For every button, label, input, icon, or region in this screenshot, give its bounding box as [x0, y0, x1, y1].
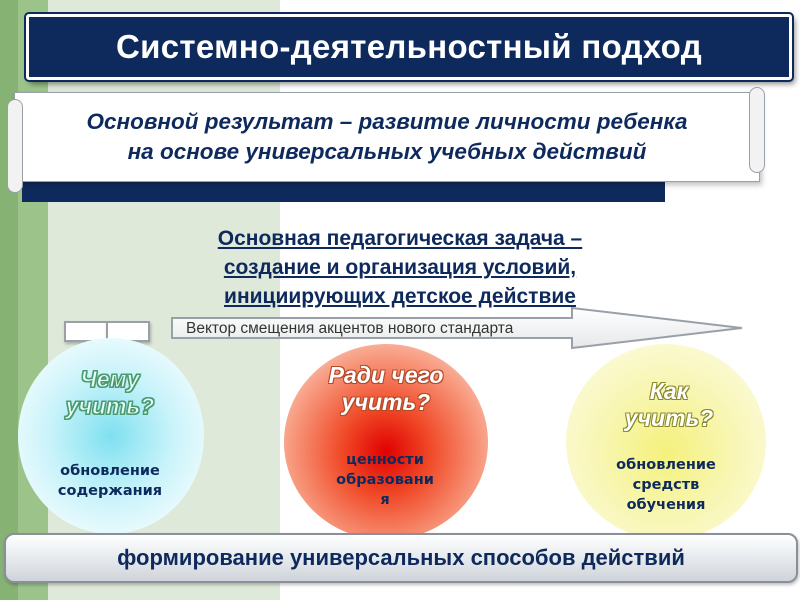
result-scroll-banner — [14, 92, 760, 182]
task-line-1: Основная педагогическая задача – — [217, 227, 583, 250]
question-line: учить? — [341, 389, 431, 415]
question-line: учить? — [65, 393, 155, 419]
scroll-curl-left — [7, 99, 23, 193]
desc-line: обновление — [60, 463, 160, 479]
desc-line: ценности — [346, 452, 424, 468]
desc-line: средств — [632, 477, 700, 493]
desc-line: обновление — [616, 457, 716, 473]
question-line: Как — [649, 378, 689, 404]
desc-line: обучения — [626, 497, 706, 513]
desc-content-update — [40, 461, 180, 501]
scroll-curl-right — [749, 87, 765, 173]
desc-line: образовани — [336, 472, 434, 488]
left-decor-stripe-dark — [0, 0, 18, 600]
vector-arrow-label: Вектор смещения акцентов нового стандарта — [186, 320, 514, 337]
question-line: Чему — [80, 366, 140, 392]
question-line: учить? — [624, 405, 714, 431]
question-how-to-teach — [604, 378, 734, 432]
result-text-line-2: на основе универсальных учебных действий — [127, 139, 647, 164]
result-text-line-1: Основной результат – развитие личности ребенка — [86, 109, 688, 134]
bottom-summary-text: формирование универсальных способов действий — [117, 545, 685, 570]
task-line-2: создание и организация условий, — [223, 256, 577, 279]
pedagogical-task — [150, 224, 650, 311]
task-line-3: инициирующих детское действие — [224, 285, 576, 308]
question-why-teach — [316, 362, 456, 416]
desc-education-values — [326, 450, 444, 510]
question-what-to-teach — [50, 366, 170, 420]
slide-title: Системно-деятельностный подход — [116, 28, 702, 65]
desc-means-update — [598, 455, 734, 515]
desc-line: содержания — [57, 483, 163, 499]
desc-line: я — [380, 492, 390, 508]
bottom-summary-bar — [4, 533, 798, 583]
slide-title-bar — [26, 14, 792, 80]
question-line: Ради чего — [328, 362, 444, 388]
